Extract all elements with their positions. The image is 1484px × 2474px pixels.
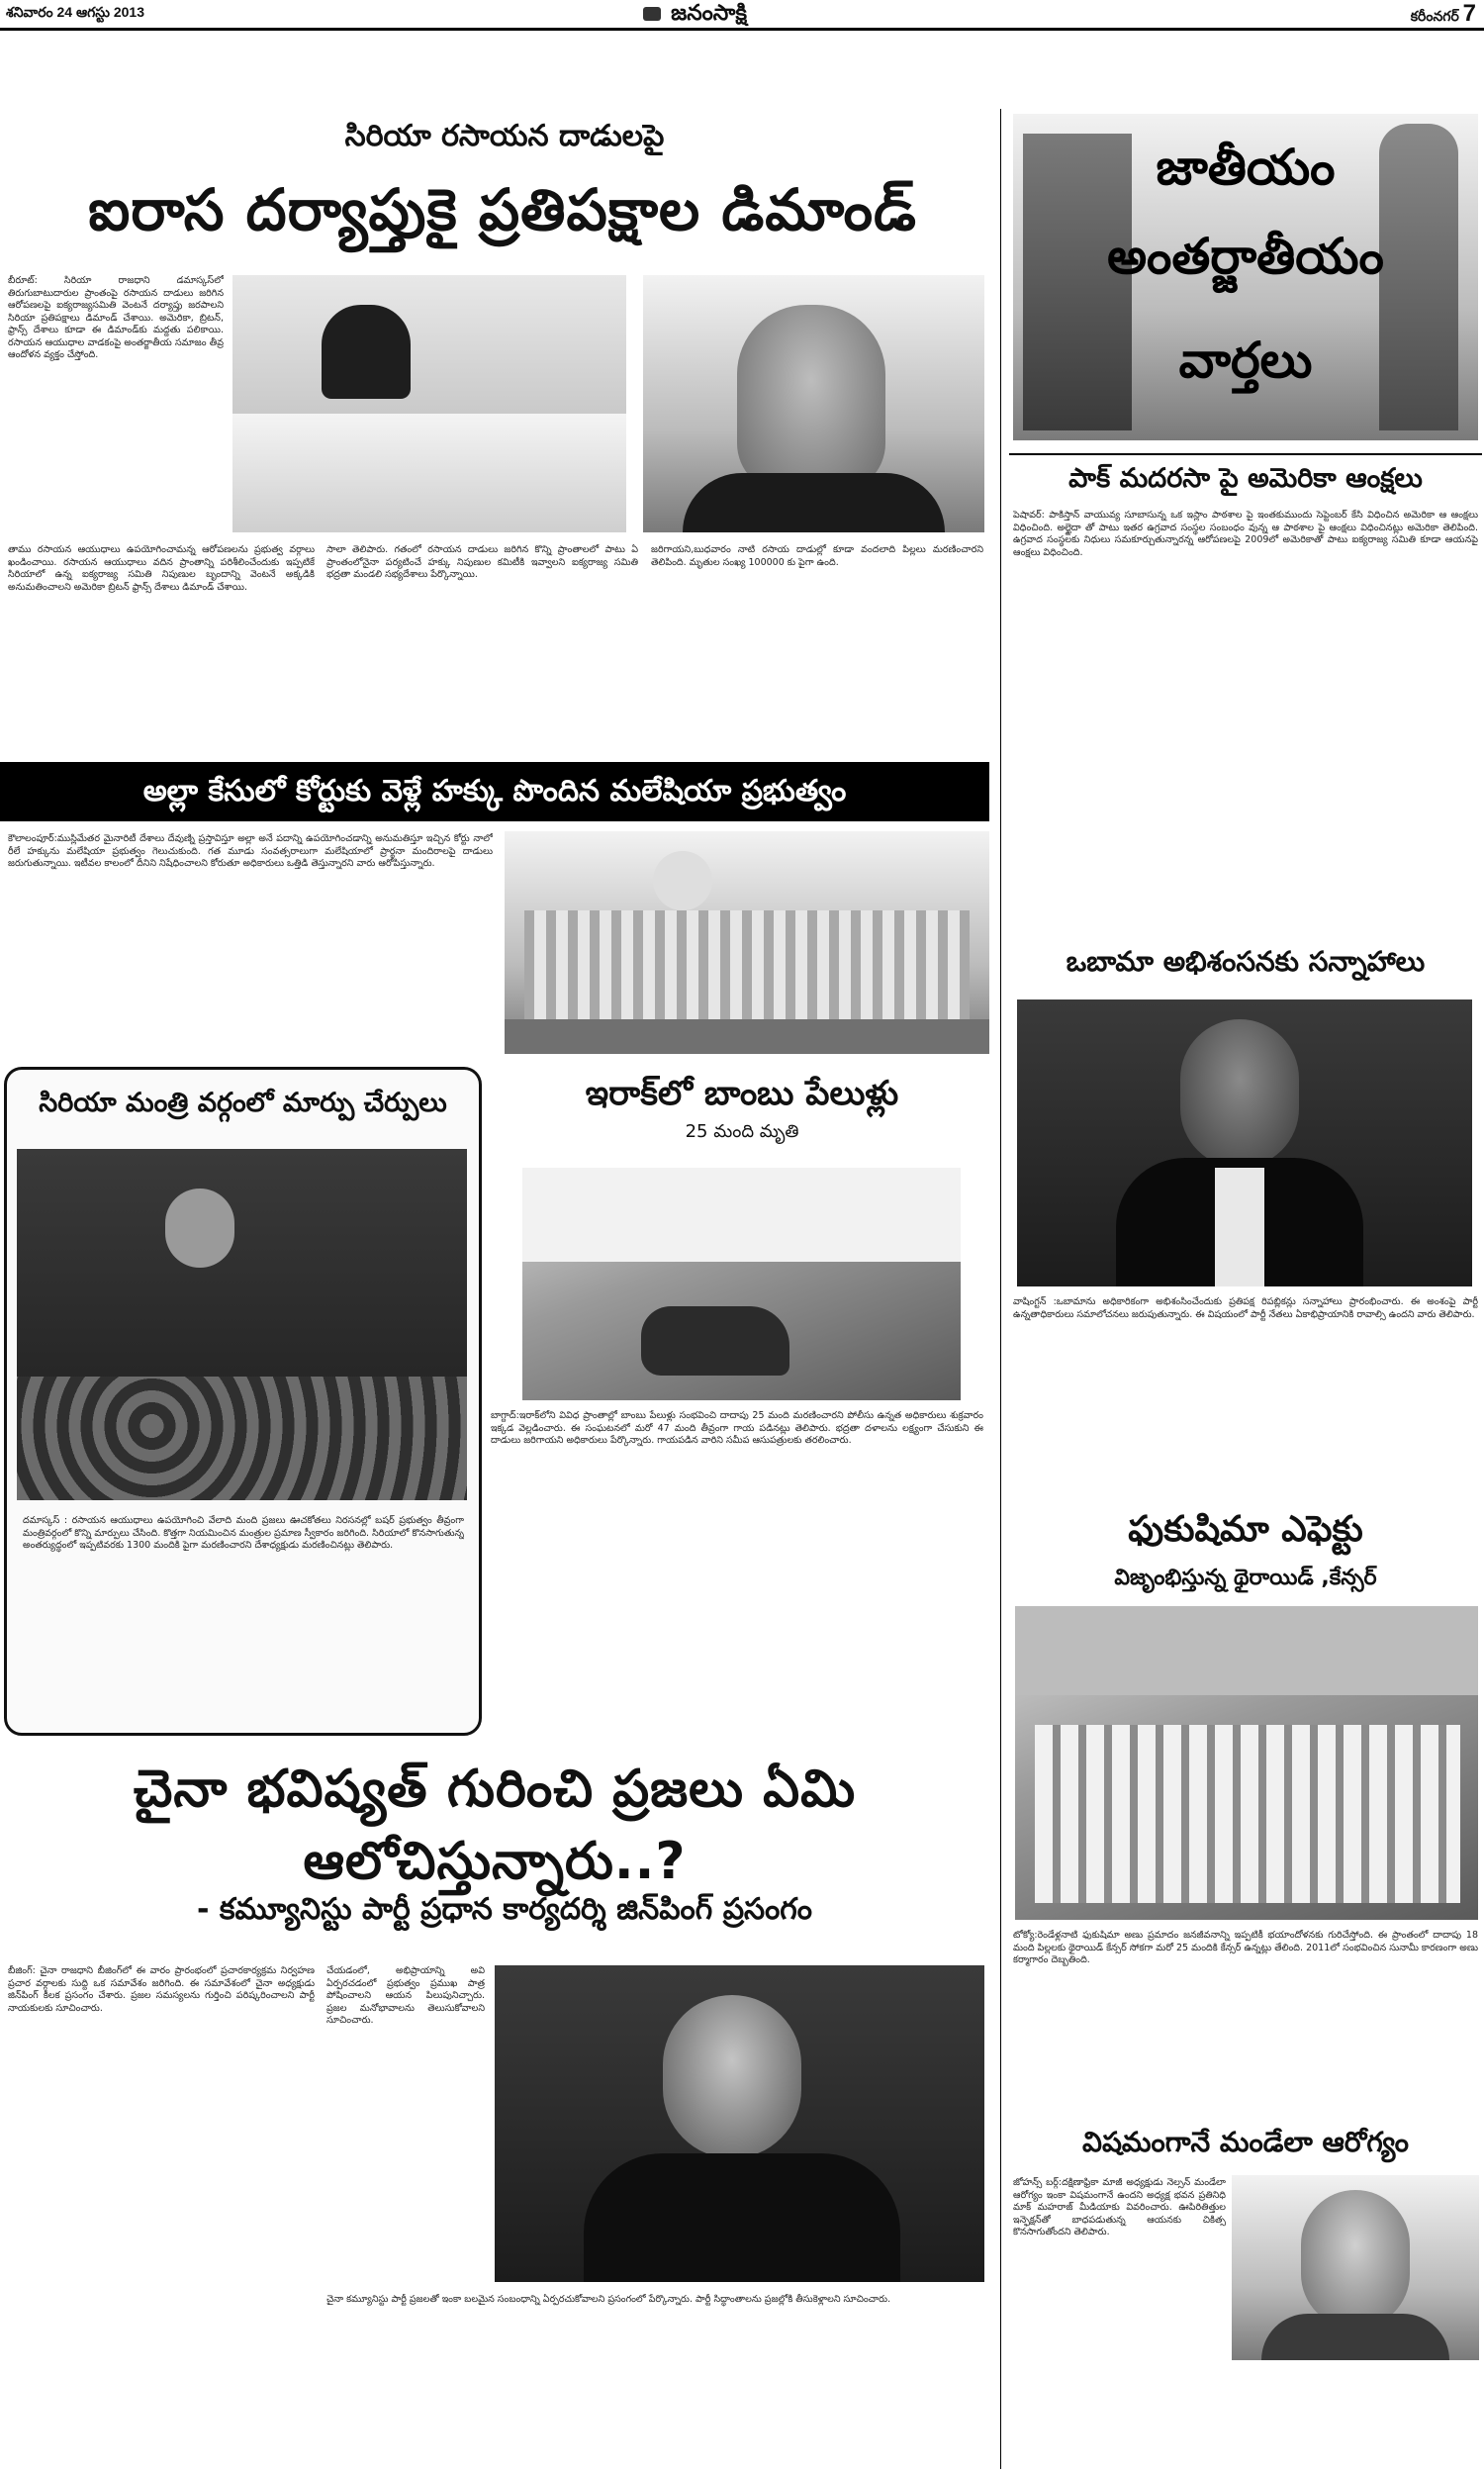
syria-cabinet-box	[4, 1067, 482, 1736]
pak-rule	[1009, 453, 1482, 455]
dome-icon	[653, 851, 712, 910]
portrait-face	[737, 305, 885, 493]
china-subhead: - కమ్యూనిస్టు పార్టీ ప్రధాన కార్యదర్శి జిన్‌పింగ్‌ ప్రసంగం	[196, 1892, 813, 1927]
xi-jinping-photo	[495, 1965, 984, 2282]
china-col1: బీజింగ్‌: చైనా రాజధాని బీజింగ్‌లో ఈ వారం ప్రారంభంలో ప్రచారకార్యక్రమ నిర్వహణ ప్రచార వర్గాలకు సుద్ది ఒక సమావేశం జరిగింది. ఈ సమావేశంలో చైనా అధ్యక్షుడు జిన్‌పింగ్‌ కీలక ప్రసంగం చేశారు. ప్రజల సమస్యలను గుర్తించి పరిష్కరించాలని పార్టీ నాయకులకు సూచించారు.	[8, 1965, 315, 2014]
photo-face	[1301, 2190, 1410, 2329]
syria-headline: ఐరాస దర్యాప్తుకై ప్రతిపక్షాల డిమాండ్	[88, 176, 917, 243]
photo-face	[663, 1995, 801, 2158]
assad-crowd-photo	[17, 1149, 467, 1500]
photo-figure	[322, 305, 411, 399]
obama-photo	[1017, 999, 1472, 1286]
syria-victims-photo	[232, 275, 626, 532]
page-locator	[1411, 0, 1476, 28]
page-number: 7	[1462, 0, 1476, 27]
fukushima-plant-photo	[1015, 1606, 1478, 1920]
jatiyam-line3: వార్తలు	[1178, 332, 1313, 389]
photo-shrouds	[232, 414, 626, 532]
china-col2: చేయడంలో, అభిప్రాయాన్ని అవి ఏర్పరచడంలో ప్రభుత్వం ప్రముఖ పాత్ర పోషించాలని ఆయన పిలుపునిచ్చారు. ప్రజల మనోభావాలను తెలుసుకోవాలని సూచించారు.	[326, 1965, 485, 2026]
iraq-headline: ఇరాక్‌లో బాంబు పేలుళ్లు	[585, 1074, 899, 1113]
building-facade	[524, 910, 970, 1019]
header-rule	[0, 28, 1484, 31]
photo-tanks	[1035, 1725, 1460, 1903]
photo-wreckage	[641, 1306, 789, 1376]
fukushima-headline: ఫుకుషిమా ఎఫెక్టు	[1128, 1509, 1363, 1550]
pak-headline: పాక్‌ మదరసా పై అమెరికా ఆంక్షలు	[1068, 463, 1423, 494]
issue-date: శనివారం 24 ఆగస్టు 2013	[6, 4, 144, 20]
china-col-bottom: చైనా కమ్యూనిస్టు పార్టీ ప్రజలతో ఇంకా బలమైన సంబంధాన్ని ఏర్పరచుకోవాలని ప్రసంగంలో పేర్కొన్నారు. పార్టీ సిద్ధాంతాలను ప్రజల్లోకి తీసుకెళ్లాలని సూచించారు.	[326, 2294, 891, 2305]
jatiyam-banner	[1013, 114, 1478, 440]
fukushima-text: టోక్యో:రెండేళ్లనాటి ఫుకుషిమా అణు ప్రమాదం జనజీవనాన్ని ఇప్పటికీ భయాందోళనకు గురిచేస్తోంది. ఈ ప్రాంతంలో దాదాపు 18 మంది పిల్లలకు థైరాయిడ్‌ కేన్సర్‌ సోకగా మరో 25 మందికి కేన్సర్‌ ఉన్నట్లు తేలింది. 2011లో సంభవించిన సునామీ కారణంగా అణు కర్మాగారం దెబ్బతింది.	[1013, 1930, 1478, 1965]
newspaper-brand	[643, 0, 747, 31]
jatiyam-line2: అంతర్జాతీయం	[1107, 228, 1384, 285]
iraq-blast-photo	[522, 1168, 961, 1400]
malaysia-headline-bar: అల్లా కేసులో కోర్టుకు వెళ్లే హక్కు పొందిన మలేషియా ప్రభుత్వం	[0, 762, 989, 821]
syria-cabinet-text: దమాస్కస్‌ : రసాయన ఆయుధాలు ఉపయోగించి వేలాది మంది ప్రజలు ఊచకోతలు నిరసనల్లో బషర్‌ ప్రభుత్వం తీవ్రంగా మంత్రివర్గంలో కొన్ని మార్పులు చేసింది. కొత్తగా నియమించిన మంత్రుల ప్రమాణ స్వీకారం జరిగింది. సిరియాలో కొనసాగుతున్న అంతర్యుద్ధంలో ఇప్పటివరకు 1300 మందికి పైగా మరణించారని దేశాధ్యక్షుడు మరణించినట్లు తెలిపారు.	[23, 1515, 464, 1551]
jatiyam-line1: జాతీయం	[1156, 139, 1336, 196]
portrait-suit	[683, 473, 945, 532]
syria-col-a: తాము రసాయన ఆయుధాలు ఉపయోగించామన్న ఆరోపణలను ప్రభుత్వ వర్గాలు ఖండించాయి. రసాయన ఆయుధాలు వదిన ప్రాంతాన్ని పరిశీలించేందుకు ఇప్పటికే సిరియాలో ఉన్న ఐక్యరాజ్య సమితి నిపుణుల బృందాన్ని వెంటనే అక్కడికి అనుమతించాలని అమెరికా బ్రిటన్‌ ఫ్రాన్స్‌ దేశాలు డిమాండ్‌ చేశాయి.	[8, 544, 315, 593]
page-header	[0, 0, 1484, 107]
photo-sky	[522, 1168, 961, 1262]
mandela-photo	[1232, 2175, 1479, 2360]
iraq-text: బాగ్దాద్‌:ఇరాక్‌లోని వివిధ ప్రాంతాల్లో బాంబు పేలుళ్లు సంభవించి దాదాపు 25 మంది మరణించారని పోలీసు ఉన్నత అధికారులు శుక్రవారం ఇక్కడ వెల్లడించారు. ఈ సంఘటనలో మరో 47 మంది తీవ్రంగా గాయ పడినట్లు తెలిపారు. భద్రతా దళాలను లక్ష్యంగా చేసుకుని ఈ దాడులు జరిగాయని అధికారులు పేర్కొన్నారు. గాయపడిన వారిని సమీప ఆసుపత్రులకు తరలించారు.	[491, 1410, 983, 1446]
obama-text: వాషింగ్టన్‌ :ఒబామాను అధికారికంగా అభిశంసించేందుకు ప్రతిపక్ష రిపబ్లికన్లు సన్నాహాలు ప్రారంభించారు. ఈ అంశంపై పార్టీ ఉన్నతాధికారులు సమాలోచనలు జరుపుతున్నారు. ఈ విషయంలో పార్టీ నేతలు ఏకాభిప్రాయానికి రావాల్సి ఉందని వారు తెలిపారు.	[1013, 1296, 1478, 1320]
syria-cabinet-headline: సిరియా మంత్రి వర్గంలో మార్పు చేర్పులు	[39, 1088, 447, 1118]
column-rule	[1000, 109, 1001, 2469]
photo-crowd	[17, 1377, 467, 1500]
brand-logo-icon	[643, 7, 661, 21]
pak-text: పెషావర్‌: పాకిస్తాన్‌ వాయువ్య సూబాసున్న ఒక ఇస్లాం పాఠశాల పై ఇంతకుముందు సెప్టెంబర్‌ కేసి విధించిన అమెరికా ఆ ఆంక్షలు విధించింది. అల్ఖైదా తో పాటు ఇతర ఉగ్రవాద సంస్థల సంబంధం వున్న ఆ పాఠశాల పై ఆంక్షలు విధించినట్లు అమెరికా తెలిపింది. ఉగ్రవాద సంస్థలకు నిధులు సమకూర్చుతున్నారన్న ఆరోపణలపై 2009లో అమెరికాతో పాటు ఐక్యరాజ్య సమితి కూడా ఆయనపై ఆంక్షలు విధించింది.	[1013, 510, 1478, 558]
malaysia-text: కౌలాలంపూర్‌:ముస్లిమేతర మైనారిటీ దేశాలు దేవుణ్ని ప్రస్తావిస్తూ అల్లా అనే పదాన్ని ఉపయోగించడాన్ని అనుమతిస్తూ ఇచ్చిన కోర్టు నాలో రీలే హక్కును మలేషియా ప్రభుత్వం గెలుచుకుంది. గత మూడు సంవత్సరాలుగా మలేషియాలో ప్రార్థనా మందిరాలపై దాడులు జరుగుతున్నాయి. ఇటీవల కాలంలో దీనిని నిషేధించాలని కోరుతూ అధికారులు ఒత్తిడి తెస్తున్నారని వారు ఆరోపిస్తున్నారు.	[8, 833, 493, 869]
malaysia-court-photo	[505, 831, 989, 1054]
brand-name: జనంసాక్షి	[671, 0, 747, 25]
china-headline: చైనా భవిష్యత్‌ గురించి ప్రజలు ఏమి ఆలోచిస్తున్నారు..?	[133, 1760, 857, 1891]
photo-face	[1180, 1019, 1299, 1168]
photo-leader	[165, 1189, 234, 1268]
photo-sea	[1015, 1606, 1478, 1695]
city-label: కరీంనగర్	[1410, 8, 1459, 24]
photo-shirt	[1261, 2314, 1449, 2360]
street	[505, 1019, 989, 1054]
photo-shirt	[1215, 1168, 1264, 1286]
obama-headline: ఒబామా అభిశంసనకు సన్నాహాలు	[1066, 945, 1426, 978]
iraq-subhead: 25 మంది మృతి	[685, 1121, 799, 1142]
fukushima-subhead: విజృంభిస్తున్న థైరాయిడ్‌ ,కేన్సర్‌	[1114, 1566, 1377, 1590]
syria-col-c: జరిగాయని,బుధవారం నాటి రసాయ దాడుల్లో కూడా వందలాది పిల్లలు మరణించారని తెలిపింది. మృతుల సంఖ్య 100000 కు పైగా ఉంది.	[651, 544, 983, 568]
official-portrait-photo	[643, 275, 984, 532]
syria-kicker: సిరియా రసాయన దాడులపై	[344, 119, 665, 153]
syria-col1: బీరూట్‌: సిరియా రాజధాని డమాస్కస్‌లో తిరుగుబాటుదారుల ప్రాంతంపై రసాయన దాడులు జరిగిన ఆరోపణలపై ఐక్యరాజ్యసమితి వెంటనే దర్యాప్తు జరపాలని సిరియా ప్రతిపక్షాలు డిమాండ్‌ చేశాయి. అమెరికా, బ్రిటన్‌, ఫ్రాన్స్‌ దేశాలు కూడా ఈ డిమాండ్‌కు మద్దతు పలికాయి. రసాయన ఆయుధాల వాడకంపై అంతర్జాతీయ సమాజం తీవ్ర ఆందోళన వ్యక్తం చేస్తోంది.	[8, 275, 224, 360]
mandela-text: జోహన్స్‌ బర్గ్‌:దక్షిణాఫ్రికా మాజీ అధ్యక్షుడు నెల్సన్‌ మండేలా ఆరోగ్యం ఇంకా విషమంగానే ఉందని అధ్యక్ష భవన ప్రతినిధి మాక్‌ మహరాజ్‌ మీడియాకు వివరించారు. ఊపిరితిత్తుల ఇన్ఫెక్షన్‌తో బాధపడుతున్న ఆయనకు చికిత్స కొనసాగుతోందని తెలిపారు.	[1013, 2177, 1226, 2237]
mandela-headline: విషమంగానే మండేలా ఆరోగ్యం	[1082, 2126, 1409, 2158]
photo-suit	[584, 2153, 900, 2282]
syria-col-b: సాలా తెలిపారు. గతంలో రసాయన దాడులు జరిగిన కొన్ని ప్రాంతాలలో పాటు ఏ ప్రాంతంలోనైనా పర్యటించే హక్కు నిపుణుల కమిటీకి ఇవ్వాలని ఐక్యరాజ్య సమితి భద్రతా మండలి సభ్యదేశాలు పేర్కొన్నాయి.	[326, 544, 638, 580]
